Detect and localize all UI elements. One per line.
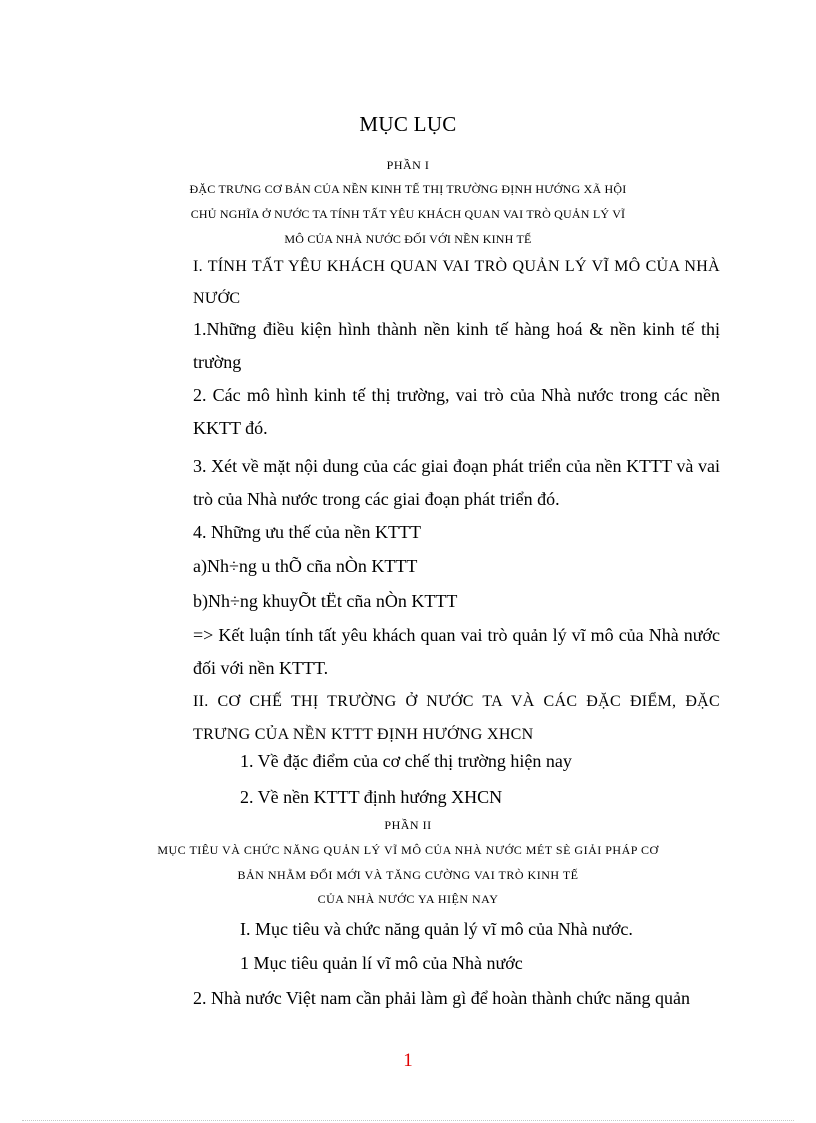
page-number: 1 xyxy=(403,1050,413,1071)
toc-entry-part2-2[interactable]: 2. Nhà nước Việt nam cần phải làm gì để hoàn thành chức năng quản xyxy=(193,988,690,1008)
part-2-label: PHẦN II xyxy=(384,818,432,832)
part-1-heading: ĐẶC TRƯNG CƠ BẢN CỦA NỀN KINH TẾ THỊ TRƯỜNG ĐỊNH HƯỚNG XÃ HỘI CHỦ NGHĨA Ở NƯỚC TA TÍNH TẤT YÊU KHÁCH QUAN VAI TRÒ QUẢN LÝ VĨ MÔ CỦA NHÀ NƯỚC ĐỐI VỚI NỀN KINH TẾ xyxy=(189,182,627,246)
toc-entry-1-3[interactable]: 3. Xét về mặt nội dung của các giai đoạn phát triển của nền KTTT và vai trò của Nhà nước trong các giai đoạn phát triển đó. xyxy=(193,456,720,509)
toc-entry-1-4[interactable]: 4. Những ưu thế của nền KTTT xyxy=(193,522,421,542)
toc-entry-1-4-b[interactable]: b)Nh÷ng khuyÕt tËt cña nÒn KTTT xyxy=(193,591,458,611)
page-bottom-divider xyxy=(22,1120,794,1121)
toc-entry-1-2[interactable]: 2. Các mô hình kinh tế thị trường, vai trò của Nhà nước trong các nền KKTT đó. xyxy=(193,385,720,438)
part-2-heading-line-1: MỤC TIÊU VÀ CHỨC NĂNG QUẢN LÝ VĨ MÔ CỦA NHÀ NƯỚC MÉT SÈ GIẢI PHÁP CƠ xyxy=(157,843,659,857)
toc-title: MỤC LỤC xyxy=(359,112,457,136)
toc-entry-1-4-a[interactable]: a)Nh÷ng u thÕ cña nÒn KTTT xyxy=(193,556,418,576)
toc-entry-2-1[interactable]: 1. Về đặc điểm của cơ chế thị trường hiện nay xyxy=(240,751,572,771)
toc-entry-2-2[interactable]: 2. Về nền KTTT định hướng XHCN xyxy=(240,787,503,807)
toc-entry-section-2[interactable]: II. CƠ CHẾ THỊ TRƯỜNG Ở NƯỚC TA VÀ CÁC ĐẶC ĐIỂM, ĐẶC TRƯNG CỦA NỀN KTTT ĐỊNH HƯỚNG XHCN xyxy=(193,693,720,743)
part-2-heading-line-2: BẢN NHẰM ĐỔI MỚI VÀ TĂNG CƯỜNG VAI TRÒ KINH TẾ xyxy=(237,868,579,882)
part-2-heading-line-3: CỦA NHÀ NƯỚC YA HIỆN NAY xyxy=(317,892,499,906)
toc-entry-conclusion[interactable]: => Kết luận tính tất yêu khách quan vai trò quản lý vĩ mô của Nhà nước đối với nền KTTT. xyxy=(193,625,720,678)
part-1-label: PHẦN I xyxy=(386,158,430,172)
toc-entry-section-1[interactable]: I. TÍNH TẤT YÊU KHÁCH QUAN VAI TRÒ QUẢN LÝ VĨ MÔ CỦA NHÀ NƯỚC xyxy=(193,258,720,307)
toc-entry-1-1[interactable]: 1.Những điều kiện hình thành nền kinh tế hàng hoá & nền kinh tế thị trường xyxy=(193,319,720,372)
toc-entry-part2-section-1[interactable]: I. Mục tiêu và chức năng quản lý vĩ mô của Nhà nước. xyxy=(240,919,633,939)
toc-entry-part2-1[interactable]: 1 Mục tiêu quản lí vĩ mô của Nhà nước xyxy=(240,953,523,973)
